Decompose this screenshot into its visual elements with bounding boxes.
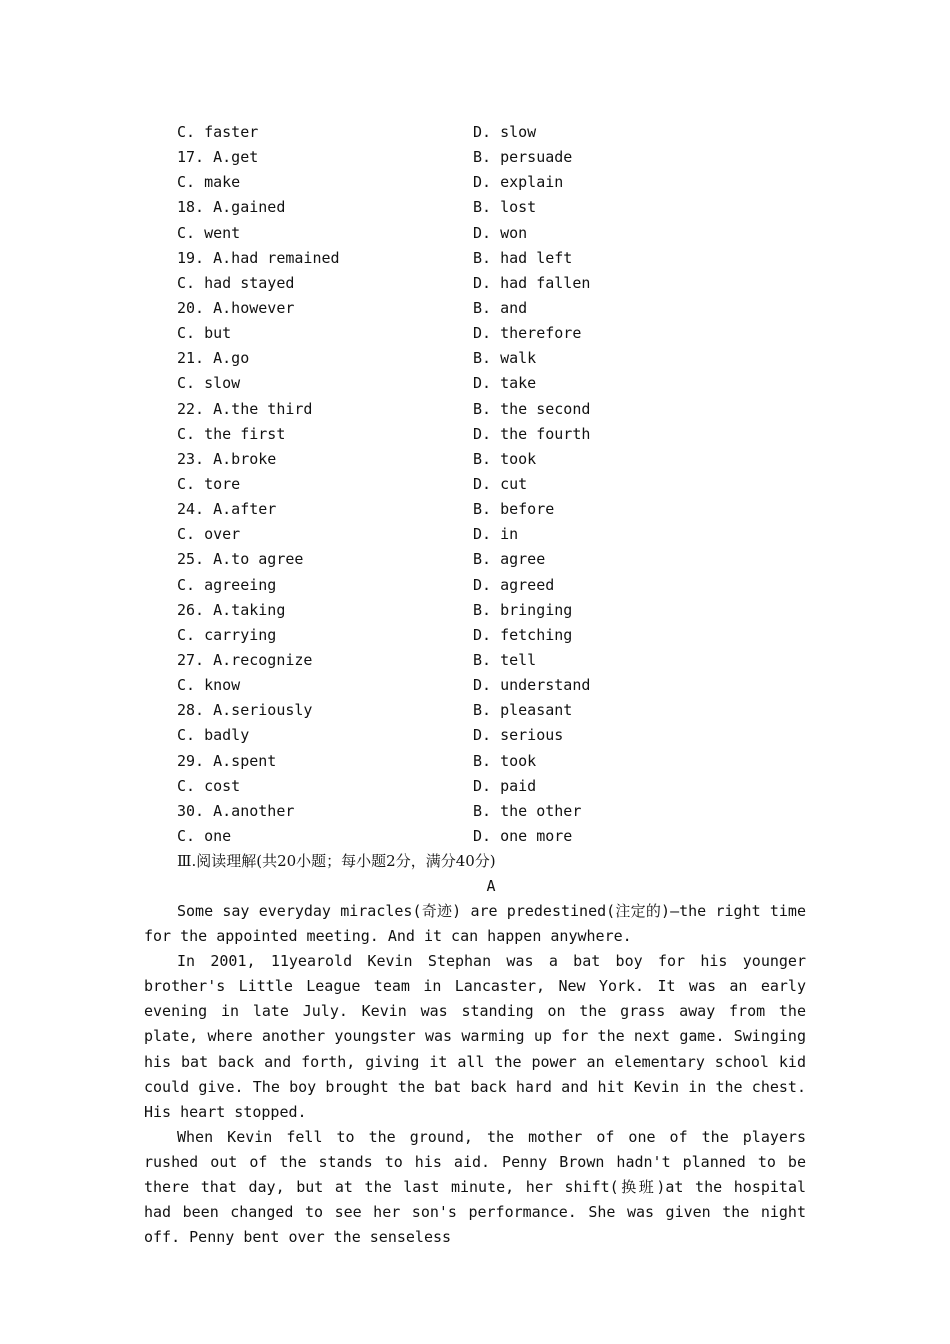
option-row [0, 221, 950, 246]
option-right: D. cut [473, 474, 528, 493]
option-row [0, 145, 950, 170]
option-right: B. walk [473, 349, 537, 368]
option-left: 17. A.get [177, 148, 259, 167]
option-right: D. take [473, 374, 537, 393]
option-left: C. the first [177, 424, 286, 443]
option-row [0, 170, 950, 195]
option-right: D. therefore [473, 324, 582, 343]
option-right: B. took [473, 751, 537, 770]
option-left: 24. A.after [177, 500, 277, 519]
option-right: D. slow [473, 123, 537, 141]
passage-paragraph: In 2001, 11yearold Kevin Stephan was a bat boy for his younger brother's Little League team in Lancaster, New York. It was an early evening in late July. Kevin was standing on the grass away from the plate, where another youngster was warming up for the next game. Swinging his bat back and forth, giving it all the power an elementary school kid could give. The boy brought the bat back hard and hit Kevin in the chest. His heart stopped. [144, 952, 806, 1121]
option-left: C. make [177, 173, 241, 192]
option-row [0, 673, 950, 698]
option-right: B. bringing [473, 600, 573, 619]
option-right: D. had fallen [473, 273, 591, 292]
option-right: D. paid [473, 776, 537, 795]
option-row [0, 623, 950, 648]
option-left: 18. A.gained [177, 198, 286, 217]
option-right: D. serious [473, 726, 564, 745]
option-right: B. had left [473, 248, 573, 267]
option-right: B. took [473, 449, 537, 468]
option-left: C. cost [177, 776, 241, 795]
option-row [0, 824, 950, 849]
option-row [0, 321, 950, 346]
option-left: 26. A.taking [177, 600, 286, 619]
option-row [0, 749, 950, 774]
option-row [0, 195, 950, 220]
option-row [0, 371, 950, 396]
answer-options-list [0, 120, 950, 849]
option-left: C. went [177, 223, 241, 242]
option-row [0, 598, 950, 623]
option-right: B. agree [473, 550, 546, 569]
option-left: 20. A.however [177, 298, 295, 317]
option-right: B. and [473, 298, 528, 317]
option-row [0, 774, 950, 799]
option-left: C. carrying [177, 625, 277, 644]
option-row [0, 799, 950, 824]
section-heading: Ⅲ.阅读理解(共20小题；每小题2分，满分40分) [177, 852, 496, 870]
option-left: 30. A.another [177, 801, 295, 820]
option-left: C. had stayed [177, 273, 295, 292]
option-right: B. lost [473, 198, 537, 217]
option-row [0, 573, 950, 598]
option-row [0, 296, 950, 321]
option-row [0, 648, 950, 673]
option-left: C. over [177, 525, 241, 544]
option-row [0, 271, 950, 296]
option-row [0, 497, 950, 522]
option-right: B. the second [473, 399, 591, 418]
option-right: D. fetching [473, 625, 573, 644]
option-left: 21. A.go [177, 349, 250, 368]
option-left: 22. A.the third [177, 399, 313, 418]
option-left: 29. A.spent [177, 751, 277, 770]
option-row [0, 422, 950, 447]
option-row [0, 723, 950, 748]
option-right: D. agreed [473, 575, 555, 594]
option-right: D. explain [473, 173, 564, 192]
option-left: C. tore [177, 474, 241, 493]
passage-paragraph: Some say everyday miracles(奇迹) are predestined(注定的)—the right time for the appointed meeting. And it can happen anywhere. [144, 902, 806, 946]
option-right: D. the fourth [473, 424, 591, 443]
option-row [0, 522, 950, 547]
option-left: 28. A.seriously [177, 701, 313, 720]
option-right: B. pleasant [473, 701, 573, 720]
option-row [0, 447, 950, 472]
option-row [0, 472, 950, 497]
option-right: D. understand [473, 676, 591, 695]
option-left: C. agreeing [177, 575, 277, 594]
option-left: C. know [177, 676, 241, 695]
option-right: B. before [473, 500, 555, 519]
option-right: D. one more [473, 826, 573, 845]
option-row [0, 698, 950, 723]
option-row [0, 346, 950, 371]
option-left: C. badly [177, 726, 250, 745]
option-right: B. the other [473, 801, 582, 820]
option-left: C. slow [177, 374, 241, 393]
option-row [0, 547, 950, 572]
option-row [0, 120, 950, 145]
option-right: D. in [473, 525, 519, 544]
option-left: 25. A.to agree [177, 550, 304, 569]
option-left: 27. A.recognize [177, 650, 313, 669]
option-row [0, 397, 950, 422]
option-right: B. tell [473, 650, 537, 669]
option-row [0, 246, 950, 271]
option-left: C. faster [177, 123, 259, 141]
reading-passage [144, 899, 806, 1250]
passage-paragraph: When Kevin fell to the ground, the mother of one of the players rushed out of the stands to his aid. Penny Brown hadn't planned to be there that day, but at the last minute, her shift(换班)at the hospital had been changed to see her son's performance. She was given the night off. Penny bent over the senseless [144, 1127, 806, 1247]
option-right: B. persuade [473, 148, 573, 167]
option-left: 19. A.had remained [177, 248, 340, 267]
option-left: 23. A.broke [177, 449, 277, 468]
option-right: D. won [473, 223, 528, 242]
passage-letter: A [486, 877, 496, 895]
option-left: C. one [177, 826, 232, 845]
option-left: C. but [177, 324, 232, 343]
